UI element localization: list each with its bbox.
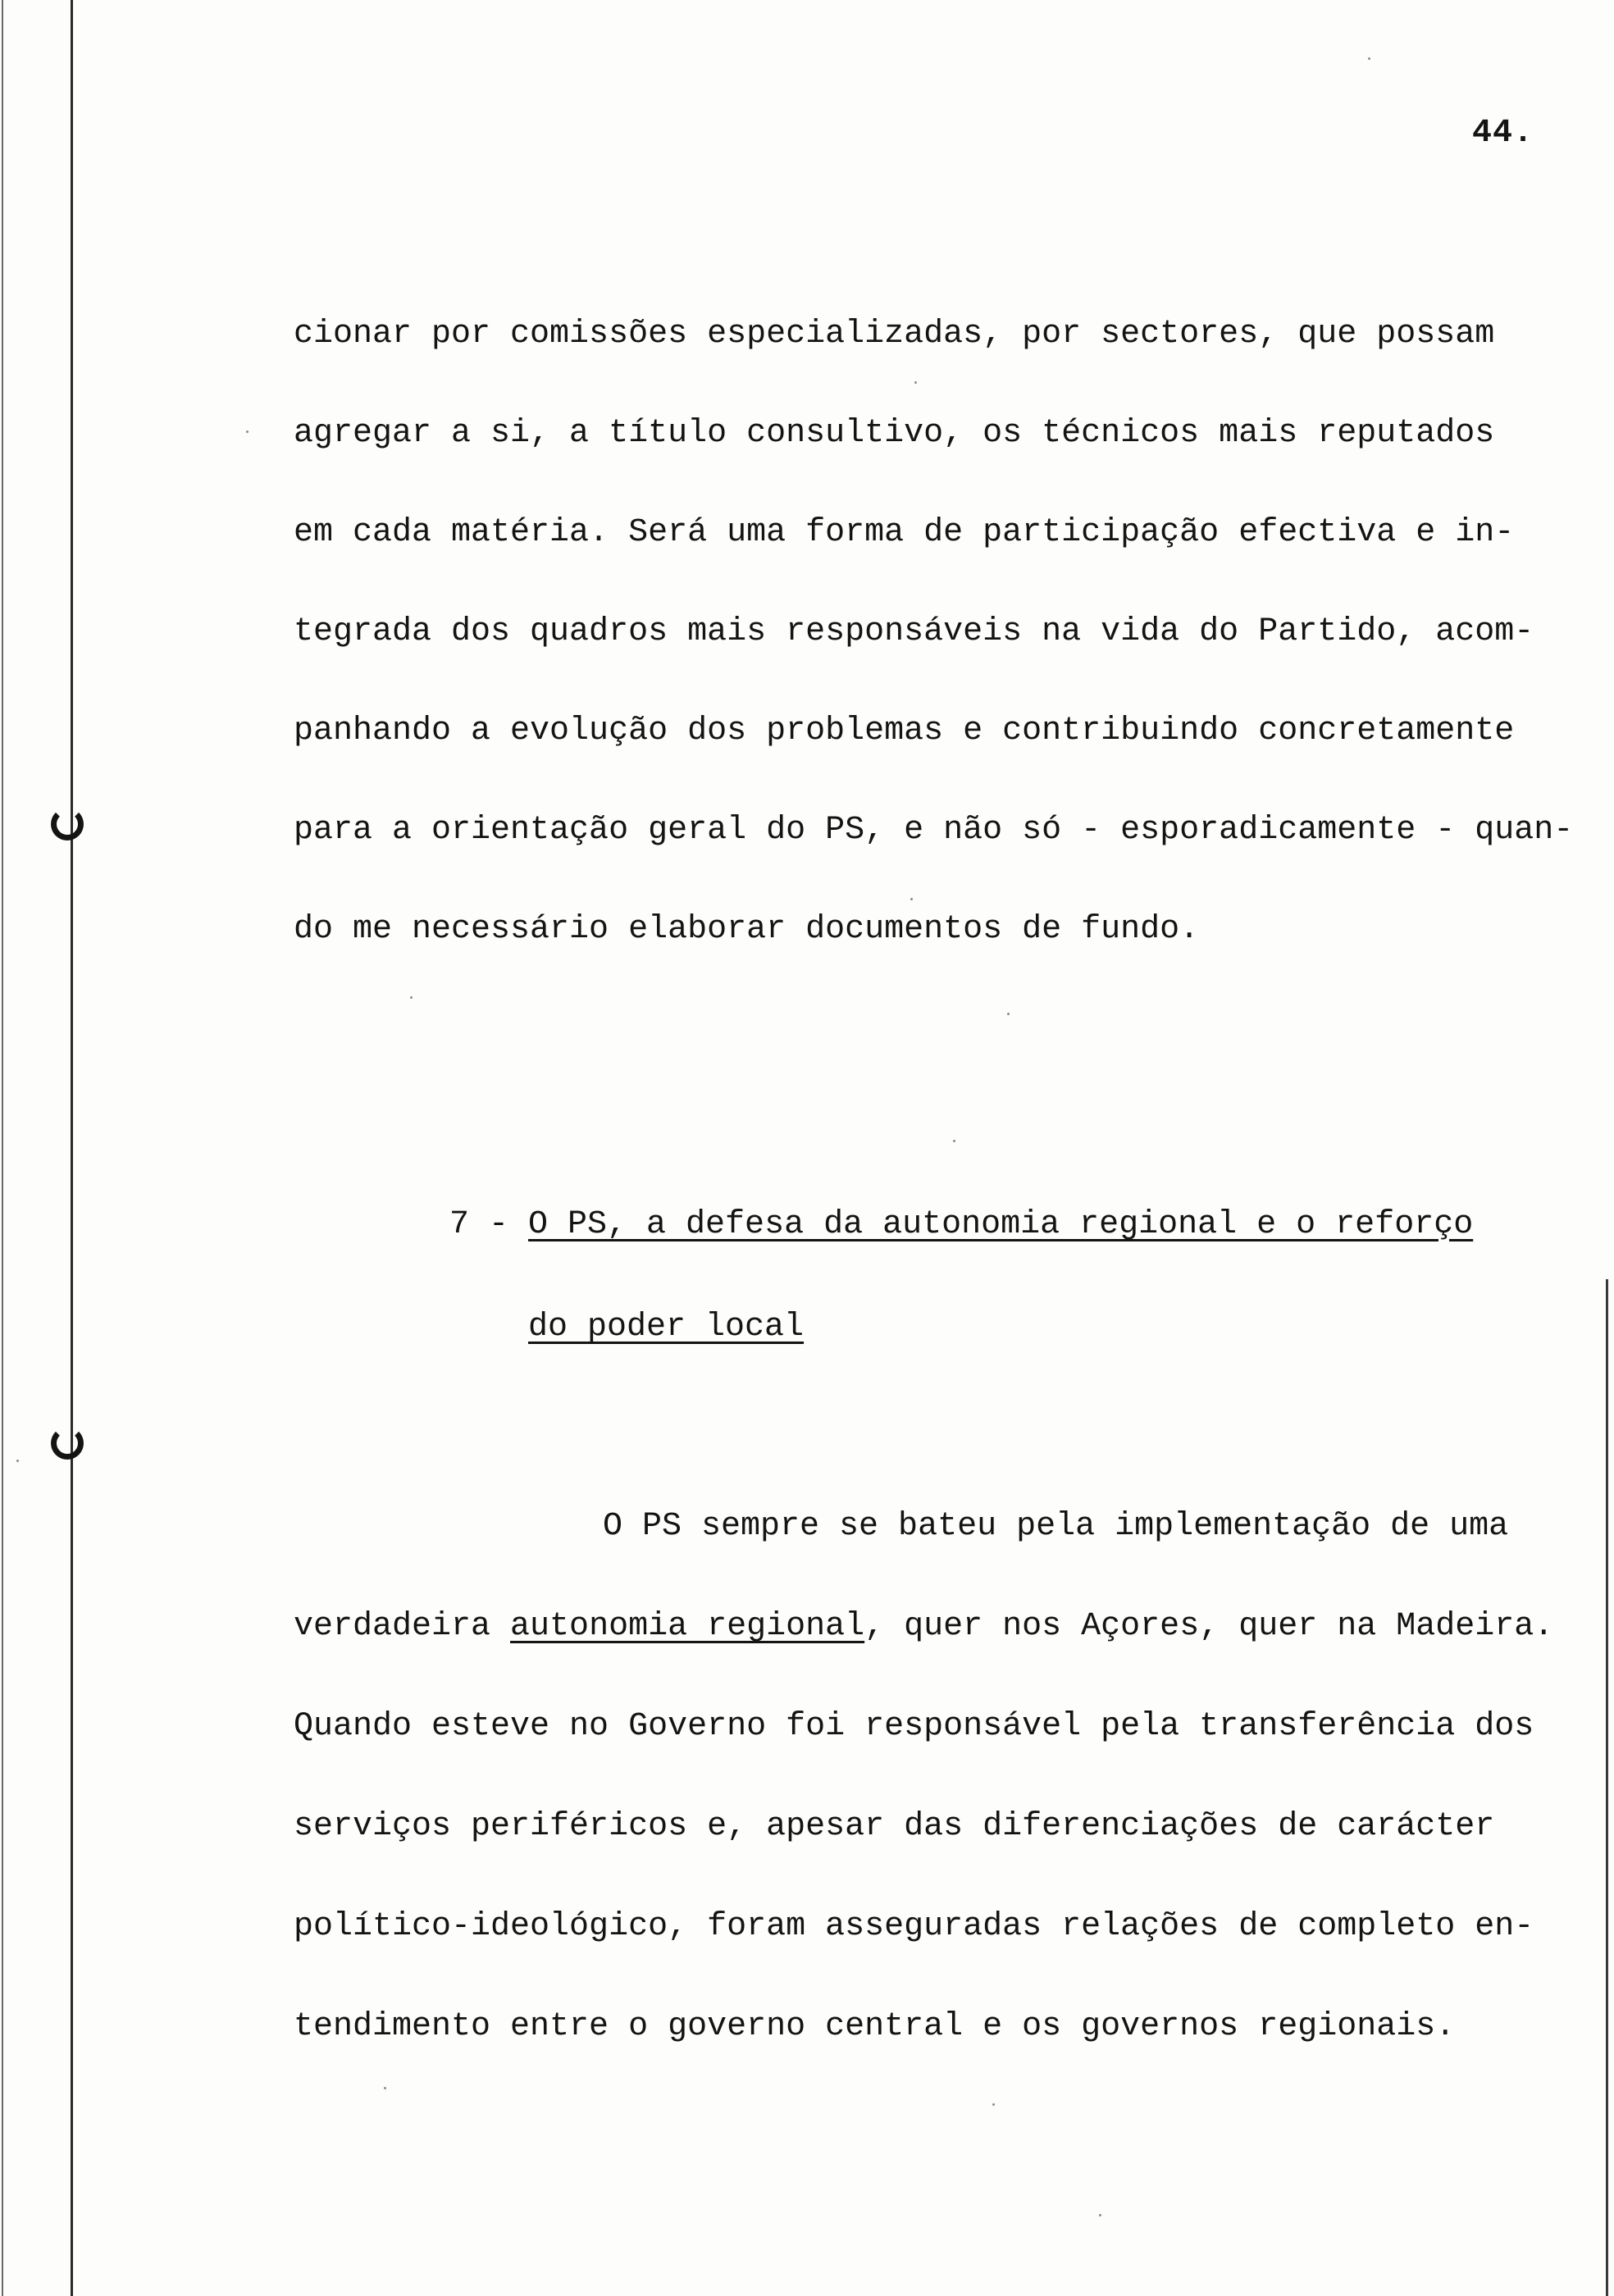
section-title-line-2: do poder local — [528, 1309, 805, 1346]
scan-speck — [1099, 2214, 1101, 2216]
section-title-line-1: O PS, a defesa da autonomia regional e o reforço — [528, 1206, 1474, 1243]
paragraph-2-line: tendimento entre o governo central e os governos regionais. — [294, 2008, 1456, 2045]
punch-hole-icon — [51, 808, 84, 840]
paragraph-1-line: panhando a evolução dos problemas e contribuindo concretamente — [294, 713, 1515, 749]
paragraph-2-line: serviços periféricos e, apesar das diferenciações de carácter — [294, 1808, 1495, 1845]
scan-speck — [953, 1140, 955, 1142]
scan-speck — [992, 2103, 995, 2106]
paragraph-1-line: para a orientação geral do PS, e não só - esporadicamente - quan- — [294, 812, 1574, 849]
paragraph-2-text: , quer nos Açores, quer na Madeira. — [864, 1608, 1554, 1645]
scan-edge-line — [2, 0, 3, 2296]
scan-speck — [914, 381, 917, 384]
scan-speck — [384, 2087, 386, 2089]
scan-speck — [1007, 1013, 1010, 1015]
section-number: 7 - — [449, 1206, 529, 1243]
paragraph-2-text: verdadeira — [294, 1608, 511, 1645]
paragraph-2-line: O PS sempre se bateu pela implementação de uma — [603, 1508, 1509, 1545]
left-margin-rule — [71, 0, 73, 2296]
scan-speck — [410, 996, 413, 999]
paragraph-1-line: agregar a si, a título consultivo, os técnicos mais reputados — [294, 415, 1495, 452]
paragraph-2-line — [294, 1607, 1553, 1647]
paragraph-1-line: tegrada dos quadros mais responsáveis na vida do Partido, acom- — [294, 613, 1534, 650]
punch-hole-icon — [51, 1427, 84, 1460]
page-number: 44. — [1472, 115, 1534, 152]
paragraph-1-line: do me necessário elaborar documentos de fundo. — [294, 911, 1200, 948]
paragraph-2-line: Quando esteve no Governo foi responsável pela transferência dos — [294, 1708, 1534, 1745]
scan-speck — [16, 1460, 19, 1462]
paragraph-2-line: político-ideológico, foram asseguradas relações de completo en- — [294, 1908, 1534, 1945]
section-heading — [449, 1205, 1473, 1245]
paragraph-1-line: em cada matéria. Será uma forma de participação efectiva e in- — [294, 514, 1515, 551]
paragraph-1-line: cionar por comissões especializadas, por sectores, que possam — [294, 316, 1495, 353]
scan-speck — [246, 430, 248, 433]
scan-speck — [910, 898, 913, 900]
scan-speck — [1368, 57, 1370, 60]
underlined-phrase: autonomia regional — [510, 1608, 865, 1645]
right-edge-rule — [1606, 1279, 1608, 2296]
